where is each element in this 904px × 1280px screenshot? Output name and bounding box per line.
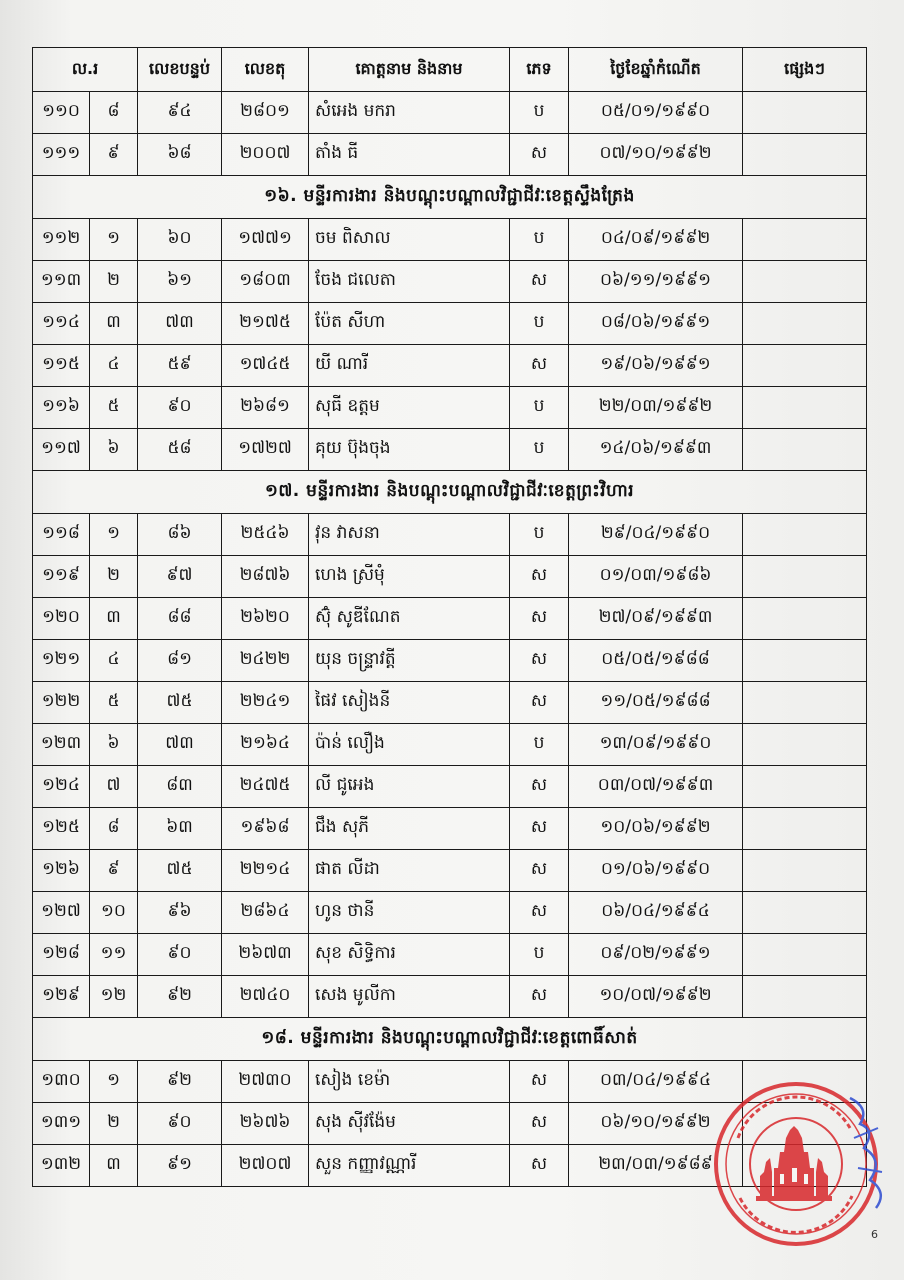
row-desk: ២៨៦៤ [222, 892, 309, 934]
row-notes [743, 598, 867, 640]
section-title: ១៨. មន្ទីរការងារ និងបណ្តុះបណ្តាលវិជ្ជាជីវៈខេត្តពោធិ៍សាត់ [33, 1018, 867, 1061]
row-sub-number: ២ [90, 261, 138, 303]
row-sex: ស [510, 766, 569, 808]
row-desk: ២៦៨១ [222, 387, 309, 429]
table-row [33, 766, 867, 808]
row-desk: ២៦៧៦ [222, 1103, 309, 1145]
row-full-name: សំអេង មករា [309, 92, 510, 134]
table-row [33, 808, 867, 850]
row-sex: ស [510, 345, 569, 387]
row-full-name: ស៊ុំ សូឌីណែត [309, 598, 510, 640]
row-number: ១២២ [33, 682, 90, 724]
row-sex: ប [510, 429, 569, 471]
table-row [33, 682, 867, 724]
table-row [33, 219, 867, 261]
row-room: ៦០ [138, 219, 222, 261]
row-number: ១២០ [33, 598, 90, 640]
row-room: ៧៥ [138, 850, 222, 892]
row-sex: ស [510, 1061, 569, 1103]
row-number: ១២៦ [33, 850, 90, 892]
row-desk: ២៦២០ [222, 598, 309, 640]
row-sex: ប [510, 724, 569, 766]
row-date-of-birth: ០៧/១០/១៩៩២ [569, 134, 743, 176]
row-date-of-birth: ០៣/០៧/១៩៩៣ [569, 766, 743, 808]
row-sub-number: ៤ [90, 640, 138, 682]
row-date-of-birth: ០៥/០១/១៩៩០ [569, 92, 743, 134]
row-date-of-birth: ០១/០៦/១៩៩០ [569, 850, 743, 892]
row-sex: ស [510, 640, 569, 682]
row-sub-number: ៩ [90, 134, 138, 176]
row-room: ៩២ [138, 1061, 222, 1103]
row-full-name: សុធី ឧត្តម [309, 387, 510, 429]
row-desk: ១៩៦៨ [222, 808, 309, 850]
header-full-name: គោត្តនាម និងនាម [309, 48, 510, 92]
row-desk: ២៨៧៦ [222, 556, 309, 598]
row-notes [743, 514, 867, 556]
row-sex: ប [510, 303, 569, 345]
row-sub-number: ២ [90, 556, 138, 598]
row-desk: ២៧០៧ [222, 1145, 309, 1187]
row-sex: ស [510, 261, 569, 303]
table-row [33, 640, 867, 682]
row-number: ១១៦ [33, 387, 90, 429]
header-date-of-birth: ថ្ងៃខែឆ្នាំកំណើត [569, 48, 743, 92]
row-room: ៥៩ [138, 345, 222, 387]
row-room: ៦៨ [138, 134, 222, 176]
table-row [33, 556, 867, 598]
row-full-name: ផៃវ សៀងនី [309, 682, 510, 724]
row-sex: ស [510, 1103, 569, 1145]
row-date-of-birth: ០៨/០៦/១៩៩១ [569, 303, 743, 345]
section-header-row [33, 176, 867, 219]
row-notes [743, 724, 867, 766]
row-sex: ស [510, 892, 569, 934]
candidate-table [32, 47, 867, 1187]
row-number: ១១៣ [33, 261, 90, 303]
row-number: ១១២ [33, 219, 90, 261]
row-notes [743, 976, 867, 1018]
row-sub-number: ១០ [90, 892, 138, 934]
row-number: ១២៥ [33, 808, 90, 850]
row-sex: ស [510, 808, 569, 850]
table-row [33, 598, 867, 640]
row-full-name: ចម ពិសាល [309, 219, 510, 261]
row-room: ៧៥ [138, 682, 222, 724]
row-date-of-birth: ០១/០៣/១៩៨៦ [569, 556, 743, 598]
row-room: ៨៣ [138, 766, 222, 808]
row-notes [743, 261, 867, 303]
row-sub-number: ៣ [90, 1145, 138, 1187]
row-sex: ស [510, 850, 569, 892]
row-number: ១២៣ [33, 724, 90, 766]
row-desk: ២៦៧៣ [222, 934, 309, 976]
header-number: ល.រ [33, 48, 138, 92]
row-number: ១១៥ [33, 345, 90, 387]
table-row [33, 429, 867, 471]
row-full-name: សួន កញ្ញាវណ្ណារី [309, 1145, 510, 1187]
row-notes [743, 429, 867, 471]
row-notes [743, 808, 867, 850]
row-number: ១២១ [33, 640, 90, 682]
row-date-of-birth: ២៩/០៤/១៩៩០ [569, 514, 743, 556]
row-sex: ប [510, 92, 569, 134]
row-number: ១៣១ [33, 1103, 90, 1145]
row-room: ៩០ [138, 934, 222, 976]
row-sub-number: ៧ [90, 766, 138, 808]
row-full-name: សុខ សិទ្ធិការ [309, 934, 510, 976]
row-notes [743, 345, 867, 387]
row-number: ១២៨ [33, 934, 90, 976]
row-date-of-birth: ០៦/១០/១៩៩២ [569, 1103, 743, 1145]
row-desk: ២២១៤ [222, 850, 309, 892]
row-date-of-birth: ២២/០៣/១៩៩២ [569, 387, 743, 429]
table-row [33, 387, 867, 429]
row-notes [743, 934, 867, 976]
row-room: ៨១ [138, 640, 222, 682]
row-notes [743, 892, 867, 934]
row-sex: ស [510, 134, 569, 176]
row-room: ៨៨ [138, 598, 222, 640]
section-title: ១៦. មន្ទីរការងារ និងបណ្តុះបណ្តាលវិជ្ជាជីវៈខេត្តស្ទឹងត្រែង [33, 176, 867, 219]
row-sex: ប [510, 514, 569, 556]
row-notes [743, 134, 867, 176]
row-desk: ២៨០១ [222, 92, 309, 134]
row-sub-number: ១ [90, 514, 138, 556]
row-date-of-birth: ២៣/០៣/១៩៨៩ [569, 1145, 743, 1187]
row-room: ៩៤ [138, 92, 222, 134]
row-date-of-birth: ០៦/០៤/១៩៩៤ [569, 892, 743, 934]
row-desk: ១៧២៧ [222, 429, 309, 471]
row-room: ៧៣ [138, 303, 222, 345]
row-desk: ២០០៧ [222, 134, 309, 176]
row-full-name: វុន វាសនា [309, 514, 510, 556]
table-row [33, 92, 867, 134]
official-stamp [700, 1068, 890, 1258]
header-notes: ផ្សេងៗ [743, 48, 867, 92]
row-full-name: ផាត លីដា [309, 850, 510, 892]
row-full-name: សៀង ខេម៉ា [309, 1061, 510, 1103]
section-title: ១៧. មន្ទីរការងារ និងបណ្តុះបណ្តាលវិជ្ជាជីវៈខេត្តព្រះវិហារ [33, 471, 867, 514]
row-desk: ២៧៤០ [222, 976, 309, 1018]
row-number: ១២៤ [33, 766, 90, 808]
row-desk: ២៤២២ [222, 640, 309, 682]
row-room: ៩០ [138, 387, 222, 429]
row-room: ៩៧ [138, 556, 222, 598]
row-number: ១១០ [33, 92, 90, 134]
page-number: 6 [871, 1228, 878, 1241]
row-room: ៥៨ [138, 429, 222, 471]
row-full-name: តាំង ធី [309, 134, 510, 176]
row-desk: ២៧៣០ [222, 1061, 309, 1103]
row-sub-number: ៦ [90, 429, 138, 471]
row-desk: ១៧៧១ [222, 219, 309, 261]
row-full-name: លី ជូអេង [309, 766, 510, 808]
row-date-of-birth: ១១/០៥/១៩៨៨ [569, 682, 743, 724]
row-notes [743, 303, 867, 345]
row-number: ១៣២ [33, 1145, 90, 1187]
row-number: ១១៧ [33, 429, 90, 471]
row-notes [743, 219, 867, 261]
row-notes [743, 850, 867, 892]
section-header-row [33, 471, 867, 514]
table-header [33, 48, 867, 92]
row-full-name: ចែង ជលេតា [309, 261, 510, 303]
row-full-name: ហេង ស្រីមុំ [309, 556, 510, 598]
table-row [33, 976, 867, 1018]
row-room: ៧៣ [138, 724, 222, 766]
row-notes [743, 682, 867, 724]
table-row [33, 303, 867, 345]
row-sub-number: ៣ [90, 303, 138, 345]
table-row [33, 934, 867, 976]
row-desk: ២៤៧៥ [222, 766, 309, 808]
row-notes [743, 387, 867, 429]
table-row [33, 514, 867, 556]
row-date-of-birth: ០៤/០៩/១៩៩២ [569, 219, 743, 261]
row-sub-number: ៨ [90, 92, 138, 134]
table-row [33, 724, 867, 766]
row-room: ៦១ [138, 261, 222, 303]
row-date-of-birth: ១០/០៧/១៩៩២ [569, 976, 743, 1018]
row-notes [743, 556, 867, 598]
row-full-name: ប៉ែត សីហា [309, 303, 510, 345]
table-row [33, 892, 867, 934]
row-sub-number: ៦ [90, 724, 138, 766]
row-date-of-birth: ០៣/០៤/១៩៩៤ [569, 1061, 743, 1103]
row-sex: ស [510, 976, 569, 1018]
row-sub-number: ២ [90, 1103, 138, 1145]
row-room: ៨៦ [138, 514, 222, 556]
row-sub-number: ១២ [90, 976, 138, 1018]
row-full-name: ជឹង សុភី [309, 808, 510, 850]
row-desk: ២៥៤៦ [222, 514, 309, 556]
row-room: ៩២ [138, 976, 222, 1018]
row-full-name: សុង ស៊ីវង៉ែម [309, 1103, 510, 1145]
row-full-name: សេង មូលីកា [309, 976, 510, 1018]
table-row [33, 345, 867, 387]
row-full-name: ប៉ាន់ លឿង [309, 724, 510, 766]
header-desk: លេខតុ [222, 48, 309, 92]
row-full-name: យី ណារី [309, 345, 510, 387]
row-room: ៩០ [138, 1103, 222, 1145]
section-header-row [33, 1018, 867, 1061]
row-sub-number: ១១ [90, 934, 138, 976]
row-number: ១១៨ [33, 514, 90, 556]
row-sex: ប [510, 387, 569, 429]
row-number: ១១៩ [33, 556, 90, 598]
row-sub-number: ៥ [90, 387, 138, 429]
row-number: ១១១ [33, 134, 90, 176]
row-sub-number: ១ [90, 1061, 138, 1103]
row-room: ៦៣ [138, 808, 222, 850]
row-notes [743, 766, 867, 808]
row-date-of-birth: ១០/០៦/១៩៩២ [569, 808, 743, 850]
table-row [33, 850, 867, 892]
row-room: ៩៦ [138, 892, 222, 934]
row-notes [743, 92, 867, 134]
row-sub-number: ៤ [90, 345, 138, 387]
row-sex: ស [510, 1145, 569, 1187]
row-sex: ស [510, 682, 569, 724]
row-sub-number: ៣ [90, 598, 138, 640]
row-sub-number: ១ [90, 219, 138, 261]
row-number: ១២៧ [33, 892, 90, 934]
row-date-of-birth: ១៤/០៦/១៩៩៣ [569, 429, 743, 471]
row-full-name: គុយ ប៊ុងចុង [309, 429, 510, 471]
header-sex: ភេទ [510, 48, 569, 92]
row-sex: ប [510, 219, 569, 261]
row-sex: ប [510, 934, 569, 976]
row-sex: ស [510, 598, 569, 640]
row-desk: ២១៧៥ [222, 303, 309, 345]
row-desk: ២១៦៤ [222, 724, 309, 766]
row-date-of-birth: ១៣/០៩/១៩៩០ [569, 724, 743, 766]
row-number: ១៣០ [33, 1061, 90, 1103]
row-notes [743, 640, 867, 682]
row-room: ៩១ [138, 1145, 222, 1187]
row-number: ១២៩ [33, 976, 90, 1018]
row-desk: ១៨០៣ [222, 261, 309, 303]
row-date-of-birth: ០៩/០២/១៩៩១ [569, 934, 743, 976]
row-date-of-birth: ២៧/០៩/១៩៩៣ [569, 598, 743, 640]
row-sex: ស [510, 556, 569, 598]
row-desk: ២២៤១ [222, 682, 309, 724]
row-date-of-birth: ១៩/០៦/១៩៩១ [569, 345, 743, 387]
table-body [33, 92, 867, 1187]
row-full-name: យុន ចន្ទ្រាវត្តី [309, 640, 510, 682]
table-row [33, 261, 867, 303]
row-number: ១១៤ [33, 303, 90, 345]
row-sub-number: ៨ [90, 808, 138, 850]
row-desk: ១៧៤៥ [222, 345, 309, 387]
header-room: លេខបន្ទប់ [138, 48, 222, 92]
row-full-name: ហូន ថានី [309, 892, 510, 934]
row-sub-number: ៩ [90, 850, 138, 892]
row-date-of-birth: ០៥/០៥/១៩៨៨ [569, 640, 743, 682]
row-date-of-birth: ០៦/១១/១៩៩១ [569, 261, 743, 303]
row-sub-number: ៥ [90, 682, 138, 724]
table-row [33, 134, 867, 176]
